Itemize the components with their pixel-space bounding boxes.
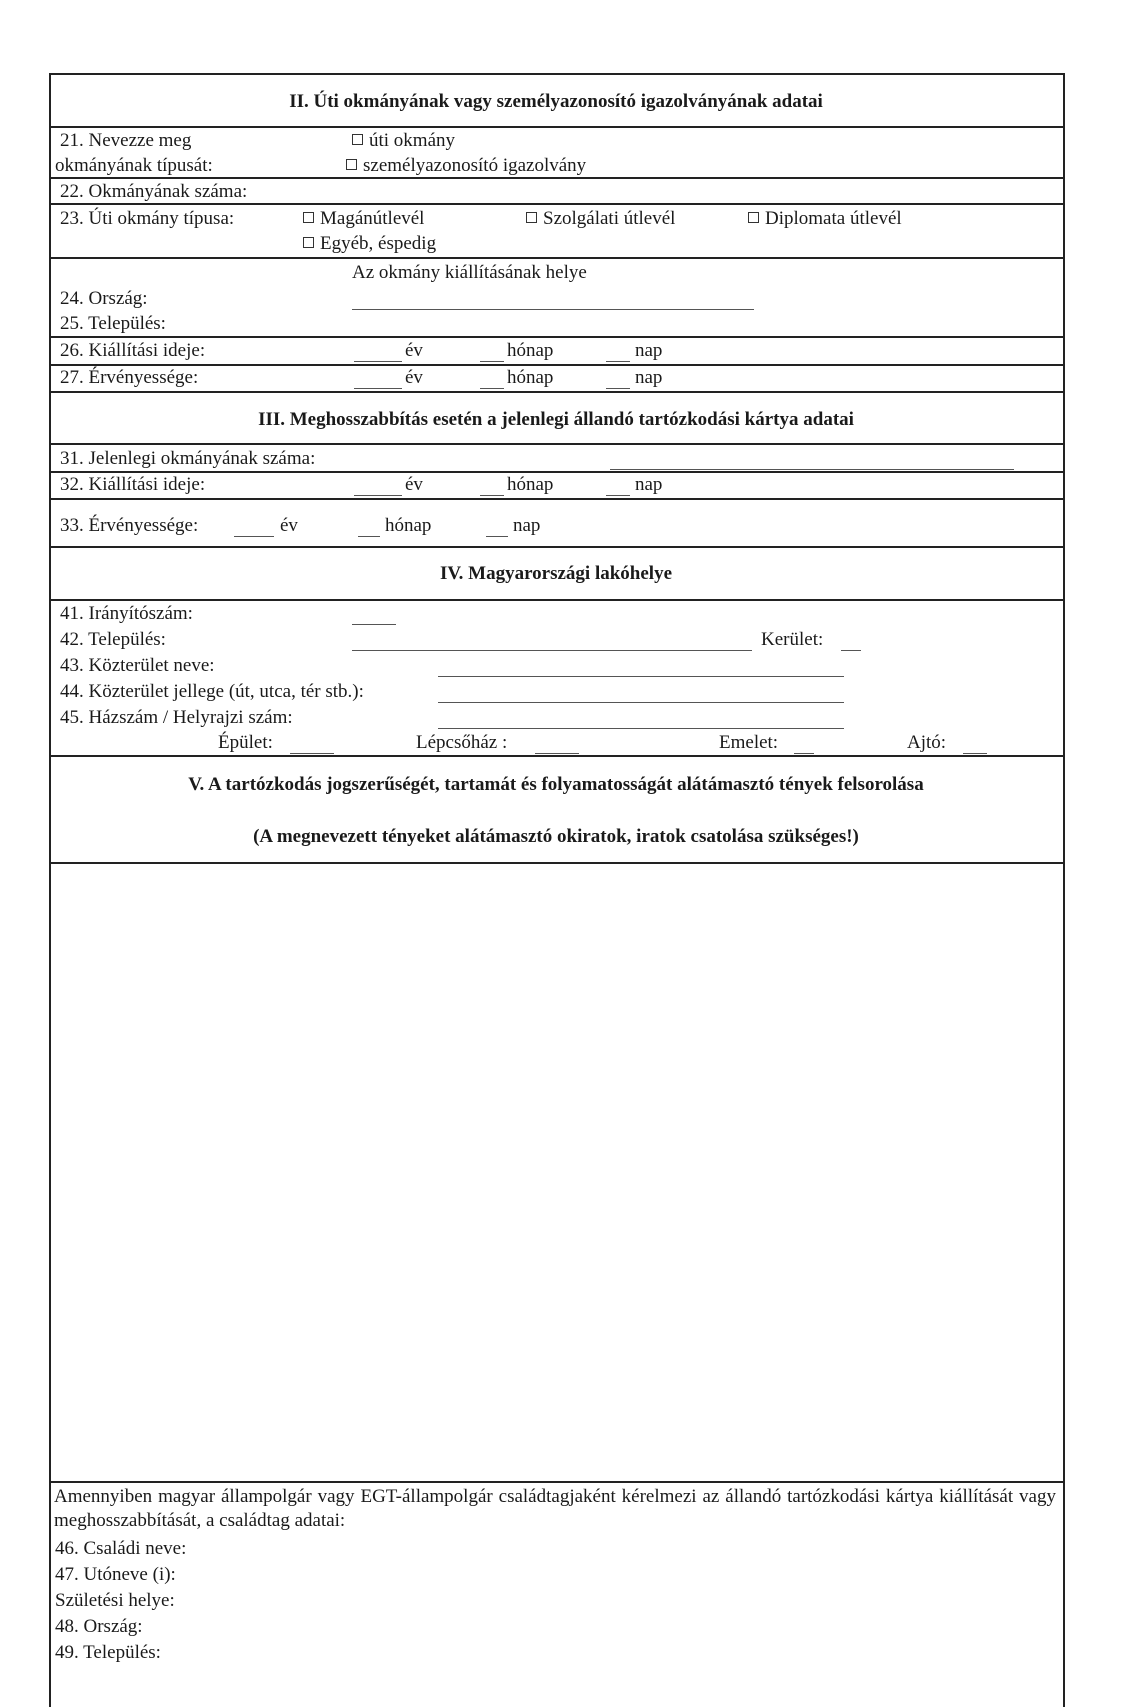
- current-issue-year-field[interactable]: [354, 495, 402, 496]
- divider: [49, 203, 1063, 205]
- q43-label: 43. Közterület neve:: [60, 655, 215, 676]
- year-label: év: [405, 340, 423, 361]
- q23-label: 23. Úti okmány típusa:: [60, 208, 235, 229]
- checkbox-icon[interactable]: [346, 159, 357, 170]
- q42-label: 42. Település:: [60, 629, 166, 650]
- checkbox-icon[interactable]: [352, 134, 363, 145]
- day-label: nap: [635, 340, 663, 361]
- q21-label-line2: okmányának típusát:: [55, 155, 213, 176]
- divider: [49, 391, 1063, 393]
- q45-label: 45. Házszám / Helyrajzi szám:: [60, 707, 293, 728]
- checkbox-icon[interactable]: [303, 212, 314, 223]
- day-label: nap: [513, 515, 541, 536]
- q32-label: 32. Kiállítási ideje:: [60, 474, 206, 495]
- section-5-title: V. A tartózkodás jogszerűségét, tartamát és folyamatosságát alátámasztó tények felsorolása: [188, 774, 924, 795]
- month-label: hónap: [507, 367, 554, 388]
- validity-day-field[interactable]: [606, 388, 630, 389]
- section-5-subtitle: (A megnevezett tényeket alátámasztó okiratok, iratok csatolása szükséges!): [253, 826, 859, 847]
- q25-label: 25. Település:: [60, 313, 166, 334]
- current-document-number-field[interactable]: [610, 469, 1014, 470]
- divider: [49, 126, 1063, 128]
- divider: [49, 755, 1063, 757]
- q44-label: 44. Közterület jellege (út, utca, tér stb.):: [60, 681, 364, 702]
- facts-text-area[interactable]: [52, 866, 1060, 1478]
- district-field[interactable]: [841, 650, 861, 651]
- divider: [49, 364, 1063, 366]
- q31-label: 31. Jelenlegi okmányának száma:: [60, 448, 316, 469]
- current-validity-year-field[interactable]: [234, 536, 274, 537]
- divider: [49, 599, 1063, 601]
- option-service-passport[interactable]: Szolgálati útlevél: [526, 208, 675, 230]
- current-validity-month-field[interactable]: [358, 536, 380, 537]
- issue-day-field[interactable]: [606, 361, 630, 362]
- option-other[interactable]: Egyéb, éspedig: [303, 233, 436, 255]
- door-label: Ajtó:: [907, 732, 947, 753]
- birthplace-label: Születési helye:: [55, 1590, 175, 1611]
- divider: [49, 546, 1063, 548]
- house-number-field[interactable]: [438, 728, 844, 729]
- current-validity-day-field[interactable]: [486, 536, 508, 537]
- current-issue-day-field[interactable]: [606, 495, 630, 496]
- checkbox-icon[interactable]: [526, 212, 537, 223]
- street-name-field[interactable]: [438, 676, 844, 677]
- section-2-title: II. Úti okmányának vagy személyazonosító igazolványának adatai: [289, 91, 823, 112]
- q49-label: 49. Település:: [55, 1642, 161, 1663]
- divider: [49, 1481, 1063, 1483]
- divider: [49, 177, 1063, 179]
- q26-label: 26. Kiállítási ideje:: [60, 340, 206, 361]
- staircase-label: Lépcsőház :: [416, 732, 508, 753]
- family-member-intro: Amennyiben magyar állampolgár vagy EGT-állampolgár családtagjaként kérelmezi az állandó tartózkodási kártya kiállítását vagy meghosszabbítását, a családtag adatai:: [54, 1486, 1056, 1531]
- day-label: nap: [635, 474, 663, 495]
- checkbox-icon[interactable]: [748, 212, 759, 223]
- month-label: hónap: [385, 515, 432, 536]
- validity-month-field[interactable]: [480, 388, 504, 389]
- q48-label: 48. Ország:: [55, 1616, 143, 1637]
- q41-label: 41. Irányítószám:: [60, 603, 193, 624]
- option-private-passport[interactable]: Magánútlevél: [303, 208, 424, 230]
- q22-label: 22. Okmányának száma:: [60, 181, 248, 202]
- option-id-card[interactable]: személyazonosító igazolvány: [346, 155, 586, 177]
- divider: [49, 257, 1063, 259]
- q33-label: 33. Érvényessége:: [60, 515, 199, 536]
- month-label: hónap: [507, 474, 554, 495]
- month-label: hónap: [507, 340, 554, 361]
- divider: [49, 336, 1063, 338]
- issue-place-caption: Az okmány kiállításának helye: [352, 262, 587, 283]
- q27-label: 27. Érvényessége:: [60, 367, 199, 388]
- door-field[interactable]: [963, 753, 987, 754]
- q46-label: 46. Családi neve:: [55, 1538, 187, 1559]
- checkbox-icon[interactable]: [303, 237, 314, 248]
- divider: [49, 443, 1063, 445]
- option-travel-document[interactable]: úti okmány: [352, 130, 455, 152]
- divider: [49, 498, 1063, 500]
- year-label: év: [405, 474, 423, 495]
- validity-year-field[interactable]: [354, 388, 402, 389]
- country-field[interactable]: [352, 309, 754, 310]
- floor-field[interactable]: [794, 753, 814, 754]
- issue-month-field[interactable]: [480, 361, 504, 362]
- option-diplomatic-passport[interactable]: Diplomata útlevél: [748, 208, 902, 230]
- building-label: Épület:: [218, 732, 273, 753]
- staircase-field[interactable]: [535, 753, 579, 754]
- floor-label: Emelet:: [719, 732, 779, 753]
- issue-year-field[interactable]: [354, 361, 402, 362]
- settlement-field[interactable]: [352, 650, 752, 651]
- street-type-field[interactable]: [438, 702, 844, 703]
- day-label: nap: [635, 367, 663, 388]
- building-field[interactable]: [290, 753, 334, 754]
- year-label: év: [405, 367, 423, 388]
- district-label: Kerület:: [761, 629, 824, 650]
- q24-label: 24. Ország:: [60, 288, 148, 309]
- section-4-title: IV. Magyarországi lakóhelye: [439, 563, 673, 584]
- divider: [49, 862, 1063, 864]
- current-issue-month-field[interactable]: [480, 495, 504, 496]
- divider: [49, 471, 1063, 473]
- q47-label: 47. Utóneve (i):: [55, 1564, 176, 1585]
- year-label: év: [280, 515, 298, 536]
- q21-label-line1: 21. Nevezze meg: [60, 130, 192, 151]
- section-3-title: III. Meghosszabbítás esetén a jelenlegi állandó tartózkodási kártya adatai: [258, 409, 854, 430]
- postal-code-field[interactable]: [352, 624, 396, 625]
